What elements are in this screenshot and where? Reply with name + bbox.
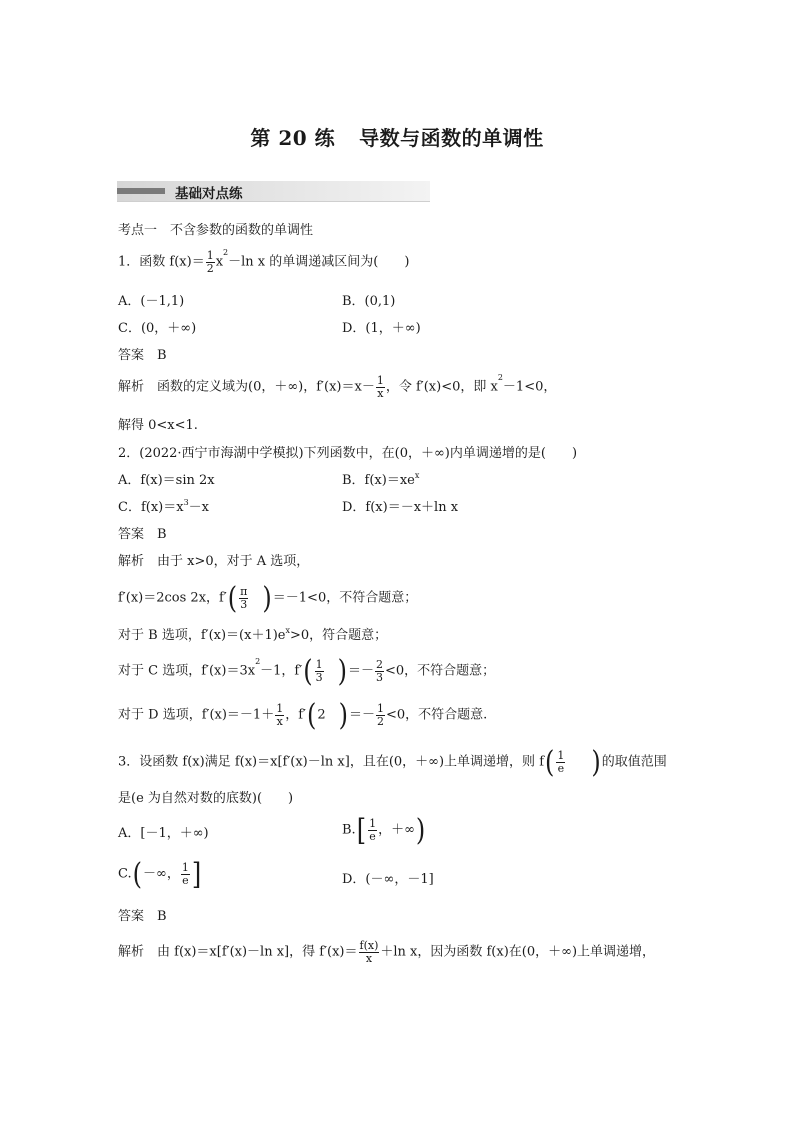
q2-option-b-text: B．f(x)＝xe	[342, 473, 415, 488]
q3-sol-b: ＋ln x，因为函数 f(x)在(0，＋∞)上单调递增，	[380, 944, 656, 960]
q2-option-c-b: －x	[188, 500, 210, 515]
q3-option-b-b: ，＋∞	[378, 822, 415, 838]
q2-solution-b	[118, 628, 387, 644]
q3-sol-a: 解析 由 f(x)＝x[f′(x)－ln x]，得 f′(x)＝	[118, 944, 358, 960]
q2-solution-c	[118, 653, 496, 689]
q2-option-c-sup: 3	[183, 498, 189, 507]
q3-option-a: A．[－1，＋∞)	[118, 826, 209, 841]
q2-d-frac2-num: 1	[377, 702, 385, 715]
q2-d-text-d: <0，不符合题意.	[386, 707, 488, 723]
q2-c-text-a: 对于 C 选项，f′(x)＝3x	[118, 663, 256, 679]
q2-option-d: D．f(x)＝－x＋ln x	[342, 500, 459, 515]
q1-sol-b: ，令 f′(x)<0，即 x	[385, 379, 498, 395]
q2-d-arg: 2	[317, 707, 326, 723]
q2-d-frac-num: 1	[276, 702, 284, 715]
q3-option-c-frac-den: e	[182, 873, 189, 887]
q1-sol-c: －1<0，	[502, 379, 557, 395]
q3-sol-fraction	[359, 940, 380, 964]
q2-b-sup: x	[285, 626, 291, 635]
q1-solution-2: 解得 0<x<1.	[118, 418, 198, 433]
q1-solution	[118, 375, 556, 399]
question-3-stem-2: 是(e 为自然对数的底数)( )	[118, 791, 294, 806]
section-header	[117, 181, 430, 202]
left-paren: (	[227, 580, 238, 616]
q3-option-b	[342, 812, 426, 848]
q2-d-fraction-2	[376, 703, 385, 727]
left-paren: (	[545, 744, 555, 780]
q1-stem-c: －ln x 的单调递减区间为( )	[228, 254, 410, 270]
q2-b-text-a: 对于 B 选项，f′(x)＝(x＋1)e	[118, 628, 286, 643]
q2-c-frac2-den: 3	[375, 670, 383, 684]
q1-option-d: D．(1，＋∞)	[342, 321, 421, 336]
q2-d-frac-den: x	[276, 714, 283, 728]
topic-heading: 考点一 不含参数的函数的单调性	[118, 223, 314, 238]
q2-c-fraction	[315, 659, 324, 683]
q2-a-text-b: ＝－1<0，不符合题意；	[272, 590, 418, 606]
right-paren: )	[415, 812, 426, 848]
q3-answer: 答案 B	[118, 909, 167, 924]
q3-option-c-fraction	[181, 862, 190, 886]
right-paren: )	[262, 580, 272, 616]
q2-option-b	[342, 473, 419, 489]
left-paren: (	[306, 697, 317, 733]
q1-sol-frac-den: x	[377, 386, 384, 400]
q2-option-b-sup: x	[414, 471, 420, 480]
q3-option-c-a: C.	[118, 866, 132, 882]
q3-option-b-frac-num: 1	[369, 817, 377, 830]
q1-fraction	[206, 250, 215, 274]
q2-a-frac-num: π	[240, 585, 248, 598]
q2-c-frac2-num: 2	[375, 658, 383, 671]
q3-solution	[118, 940, 655, 964]
q1-frac-num: 1	[206, 249, 214, 262]
q2-c-frac-den: 3	[315, 670, 323, 684]
q3-stem-a: 3．设函数 f(x)满足 f(x)＝x[f′(x)－ln x]，且在(0，＋∞)上单调递增，则 f	[118, 754, 545, 770]
q2-c-text-c: ＝－	[347, 663, 374, 679]
q2-solution-a	[118, 580, 418, 616]
q3-option-c	[118, 856, 202, 892]
q3-option-b-frac-den: e	[369, 829, 376, 843]
q3-stem-fraction	[556, 750, 565, 774]
q1-frac-den: 2	[206, 261, 214, 275]
left-bracket: [	[356, 812, 367, 848]
q3-sol-frac-num: f(x)	[359, 939, 379, 952]
right-paren: )	[591, 744, 601, 780]
q2-solution-d	[118, 697, 488, 733]
q1-option-b: B．(0,1)	[342, 294, 396, 309]
q2-d-text-c: ＝－	[349, 707, 376, 723]
q1-option-a: A．(－1,1)	[118, 294, 185, 309]
q1-stem-b: x	[215, 254, 224, 270]
q1-stem-a: 1．函数 f(x)＝	[118, 254, 205, 270]
q2-d-frac2-den: 2	[377, 714, 385, 728]
q2-c-text-b: －1，f′	[260, 663, 303, 679]
question-1-stem	[118, 250, 409, 274]
q3-stem-frac-den: e	[557, 761, 565, 775]
q2-c-fraction-2	[375, 659, 384, 683]
q2-c-sup: 2	[255, 657, 261, 666]
q2-option-c-a: C．f(x)＝x	[118, 500, 184, 515]
q3-sol-frac-den: x	[365, 951, 373, 965]
right-paren: )	[337, 653, 347, 689]
question-2-stem: 2．(2022·西宁市海湖中学模拟)下列函数中，在(0，＋∞)内单调递增的是( )	[118, 446, 578, 461]
q3-option-b-fraction	[368, 818, 377, 842]
q1-sol-sup: 2	[497, 373, 503, 382]
section-stripe	[117, 188, 165, 194]
lesson-number: 第 20 练	[250, 126, 336, 150]
q1-sol-a: 解析 函数的定义域为(0，＋∞)，f′(x)＝x－	[118, 379, 375, 395]
q1-option-c: C．(0，＋∞)	[118, 321, 197, 336]
q3-option-c-frac-num: 1	[181, 861, 189, 874]
section-label: 基础对点练	[175, 186, 243, 202]
q2-d-text-a: 对于 D 选项，f′(x)＝－1＋	[118, 707, 275, 723]
q3-stem-b: 的取值范围	[601, 754, 667, 770]
q1-sol-fraction	[376, 375, 385, 399]
question-3-stem	[118, 744, 667, 780]
q3-option-b-a: B.	[342, 822, 356, 838]
q2-option-c	[118, 500, 209, 516]
q2-solution-intro: 解析 由于 x>0，对于 A 选项，	[118, 554, 310, 569]
q2-d-text-b: ，f′	[285, 707, 306, 723]
q2-a-fraction	[239, 586, 248, 610]
q1-sol-frac-num: 1	[376, 374, 384, 387]
q3-stem-frac-num: 1	[557, 749, 565, 762]
q2-option-a: A．f(x)＝sin 2x	[118, 473, 215, 488]
q2-b-text-b: >0，符合题意；	[290, 628, 388, 643]
q2-a-text-a: f′(x)＝2cos 2x，f′	[118, 590, 227, 606]
right-paren: )	[338, 697, 348, 733]
q2-d-fraction	[275, 703, 284, 727]
left-paren: (	[132, 856, 142, 892]
q2-c-text-d: <0，不符合题意；	[384, 663, 496, 679]
lesson-name: 导数与函数的单调性	[359, 126, 544, 150]
right-bracket: ]	[191, 856, 202, 892]
page-title	[0, 122, 794, 151]
left-paren: (	[303, 653, 313, 689]
q2-c-frac-num: 1	[315, 658, 323, 671]
q3-option-d: D．(－∞，－1]	[342, 872, 434, 887]
q1-answer: 答案 B	[118, 348, 167, 363]
q3-option-c-b: －∞，	[143, 866, 180, 882]
q2-a-frac-den: 3	[240, 597, 248, 611]
q2-answer: 答案 B	[118, 527, 167, 542]
q1-stem-sup: 2	[223, 248, 229, 257]
